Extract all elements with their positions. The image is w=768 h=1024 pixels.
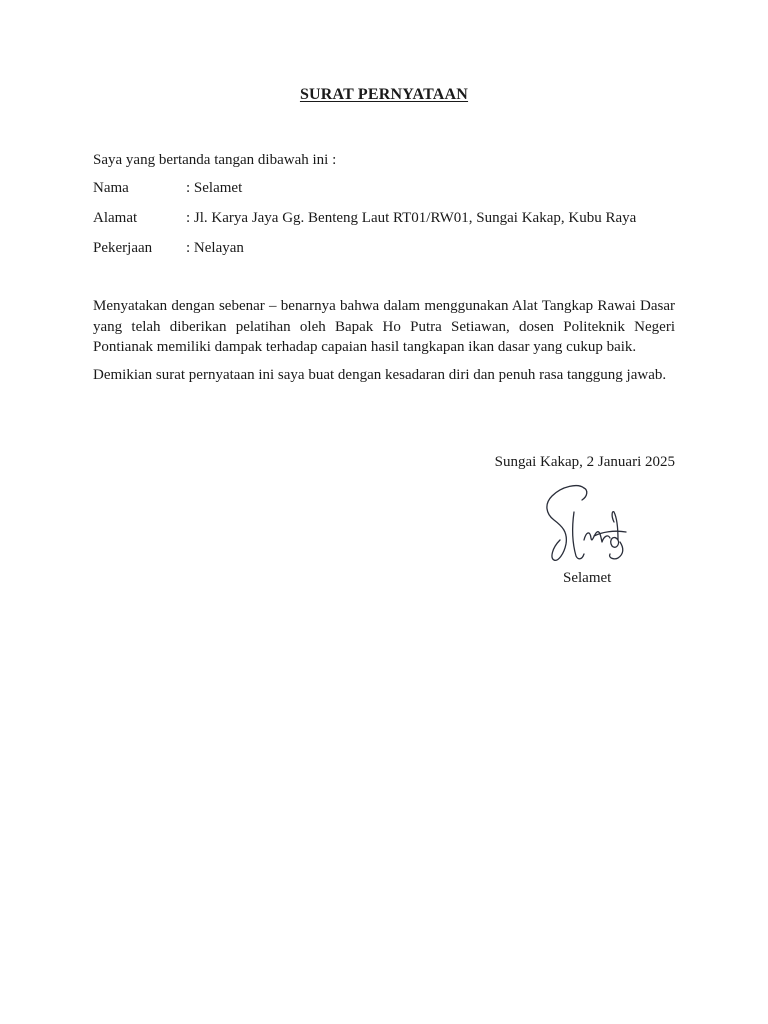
- field-pekerjaan: [93, 240, 244, 257]
- signer-name: Selamet: [563, 570, 612, 586]
- closing-paragraph: Demikian surat pernyataan ini saya buat dengan kesadaran diri dan penuh rasa tanggung jawab.: [93, 367, 667, 383]
- statement-paragraph: Menyatakan dengan sebenar – benarnya bahwa dalam menggunakan Alat Tangkap Rawai Dasar yang telah diberikan pelatihan oleh Bapak Ho Putra Setiawan, dosen Politeknik Negeri Pontianak memiliki dampak terhadap capaian hasil tangkapan ikan dasar yang cukup baik.: [93, 298, 675, 355]
- field-label: Nama: [93, 180, 129, 196]
- field-value: : Selamet: [186, 180, 243, 196]
- place-date: Sungai Kakap, 2 Januari 2025: [494, 454, 675, 470]
- field-label: Pekerjaan: [93, 240, 153, 256]
- field-alamat: [93, 210, 636, 227]
- document-title: SURAT PERNYATAAN: [299, 86, 469, 103]
- field-nama: [93, 180, 242, 197]
- intro-text: Saya yang bertanda tangan dibawah ini :: [93, 152, 337, 168]
- field-value: : Jl. Karya Jaya Gg. Benteng Laut RT01/RW01, Sungai Kakap, Kubu Raya: [186, 210, 637, 226]
- handwritten-signature-icon: [538, 482, 634, 568]
- field-value: : Nelayan: [186, 240, 244, 256]
- field-label: Alamat: [93, 210, 138, 226]
